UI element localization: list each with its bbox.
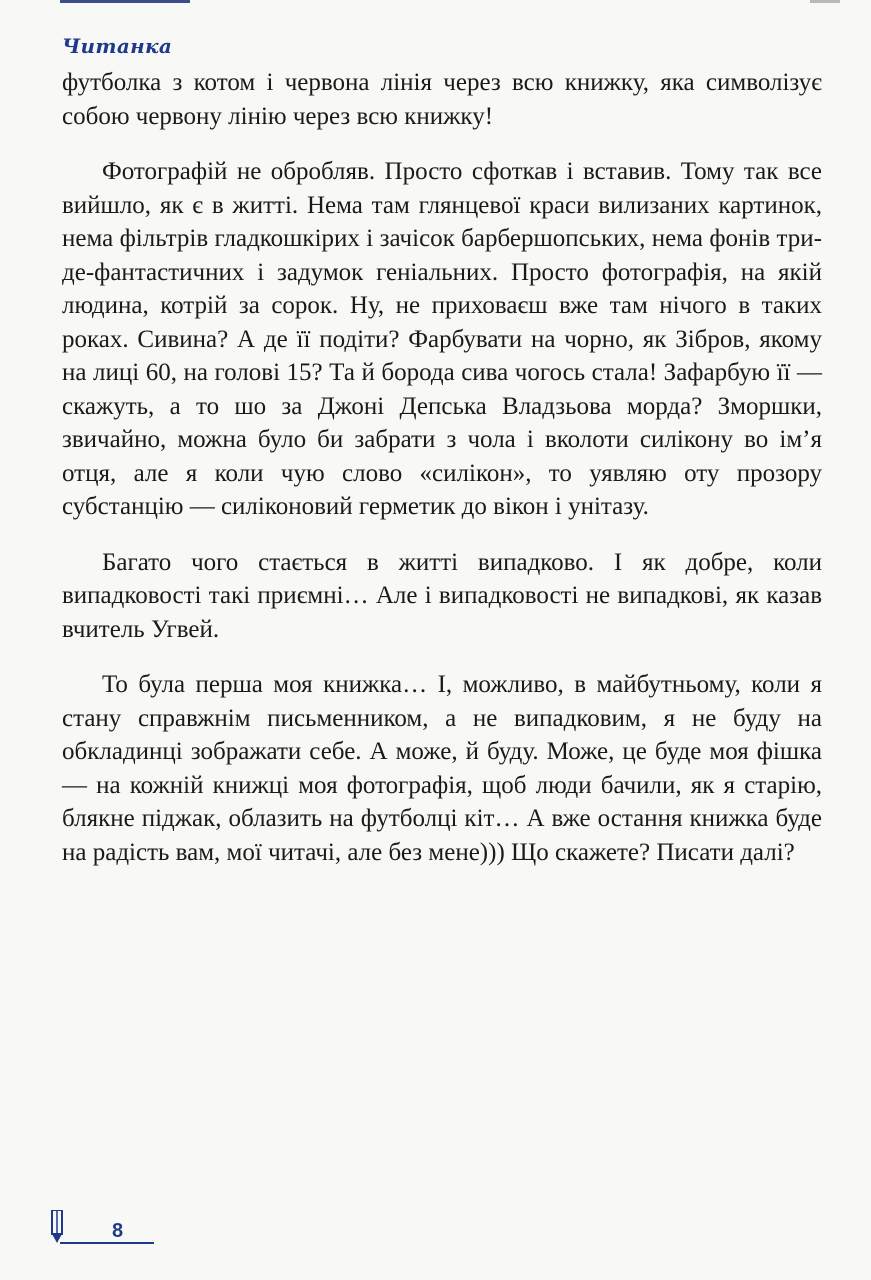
page-body xyxy=(62,66,822,869)
section-label: Читанка xyxy=(62,34,173,58)
page-footer xyxy=(50,1208,170,1248)
paragraph-continuation: футболка з котом і червона лінія через всю книжку, яка символізує собою червону лінію через всю книжку! xyxy=(62,69,822,130)
pencil-icon xyxy=(50,1210,64,1244)
paragraph-chance: Багато чого стається в житті випадково. І як добре, коли випадковості такі приємні… Але і випадковості не випадкові, як казав вчитель Угвей. xyxy=(62,548,822,643)
paragraph-photos: Фотографій не обробляв. Просто сфоткав і вставив. Тому так все вийшло, як є в житті. Нема там глянцевої краси вилизаних картинок, нема фільтрів гладкошкірих і зачісок барбершопських, нема фонів три-де-фантастичних і задумок геніальних. Просто фотографія, на якій людина, котрій за сорок. Ну, не приховаєш вже там нічого в таких роках. Сивина? А де її подіти? Фарбувати на чорно, як Зібров, якому на лиці 60, на голові 15? Та й борода сива чогось стала! Зафарбую її — скажуть, а то шо за Джоні Депська Владзьова морда? Зморшки, звичайно, можна було би забрати з чола і вколоти силікону во ім’я отця, але я коли чую слово «силікон», то уявляю оту прозору субстанцію — силіконовий герметик до вікон і унітазу. xyxy=(62,158,822,520)
footer-rule xyxy=(60,1242,154,1244)
paragraph-first-book: То була перша моя книжка… І, можливо, в майбутньому, коли я стану справжнім письменником, а не випадковим, я не буду на обкладинці зображати себе. А може, й буду. Може, це буде моя фішка — на кожній книжці моя фотографія, щоб люди бачили, як я старію, блякне піджак, облазить на футболці кіт… А вже остання книжка буде на радість вам, мої читачі, але без мене))) Що скажете? Писати далі? xyxy=(62,671,822,866)
page-number: 8 xyxy=(112,1220,124,1242)
top-edge-decoration-right xyxy=(810,0,840,3)
top-edge-decoration-left xyxy=(60,0,190,3)
